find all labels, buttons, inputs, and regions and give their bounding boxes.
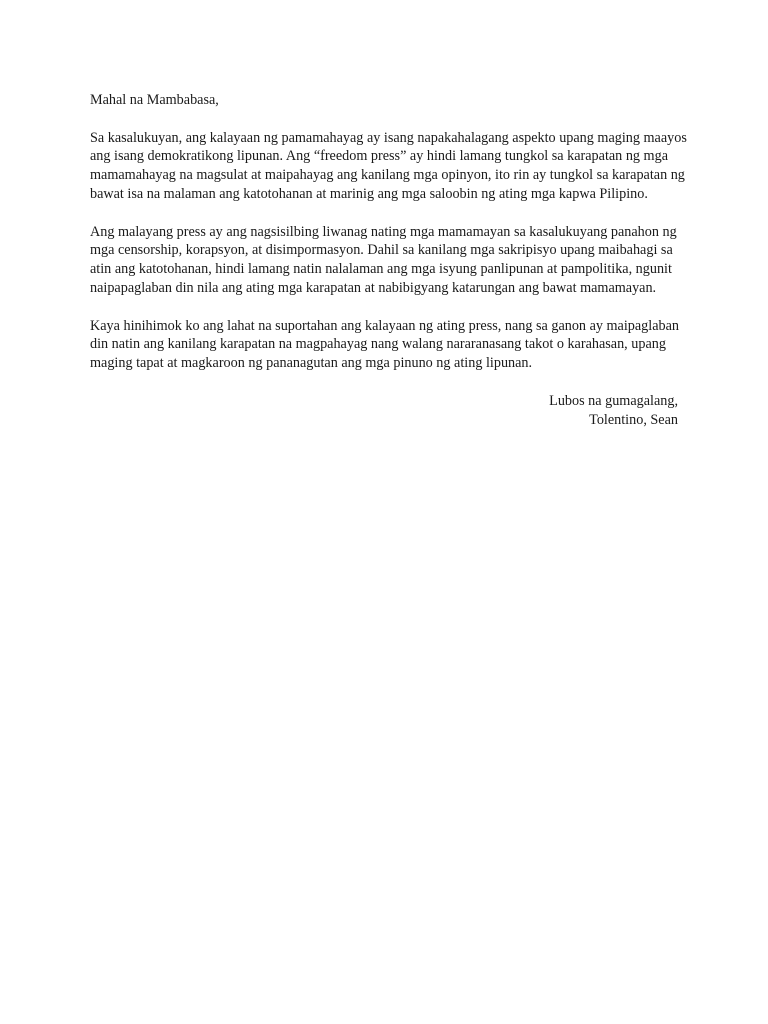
paragraph-line: Kaya hinihimok ko ang lahat na suportahan ang kalayaan ng ating press, nang sa ganon ay maipaglaban (90, 317, 679, 334)
paragraph-line: din natin ang kanilang karapatan na magpahayag nang walang nararanasang takot o karahasan, upang (90, 336, 666, 353)
letter-greeting: Mahal na Mambabasa, (90, 92, 219, 108)
letter-body (90, 91, 687, 429)
letter-closing-block (90, 392, 678, 430)
paragraph-line: mga censorship, korapsyon, at disimpormasyon. Dahil sa kanilang mga sakripisyo upang maibahagi sa (90, 242, 673, 259)
paragraph-1 (90, 129, 687, 204)
paragraph-line: naipapaglaban din nila ang ating mga karapatan at nabibigyang katarungan ang bawat mamamayan. (90, 279, 657, 296)
letter-signature: Tolentino, Sean (589, 411, 678, 428)
paragraph-line: atin ang katotohanan, hindi lamang natin nalalaman ang mga isyung panlipunan at pampolitika, ngunit (90, 261, 672, 278)
paragraph-2 (90, 223, 678, 298)
paragraph-line: mamamahayag na magsulat at maipahayag ang kanilang mga opinyon, ito rin ay tungkol sa karapatan ng (90, 167, 685, 184)
paragraph-line: ang isang demokratikong lipunan. Ang “freedom press” ay hindi lamang tungkol sa karapatan ng mga (90, 148, 668, 165)
letter-closing: Lubos na gumagalang, (549, 392, 678, 409)
paragraph-line: Ang malayang press ay ang nagsisilbing liwanag nating mga mamamayan sa kasalukuyang panahon ng (90, 223, 677, 240)
paragraph-3 (90, 317, 678, 373)
paragraph-line: bawat isa na malaman ang katotohanan at marinig ang mga saloobin ng ating mga kapwa Pilipino. (90, 185, 648, 202)
paragraph-line: maging tapat at magkaroon ng pananagutan ang mga pinuno ng ating lipunan. (90, 355, 533, 372)
paragraph-line: Sa kasalukuyan, ang kalayaan ng pamamahayag ay isang napakahalagang aspekto upang maging maayos (90, 129, 687, 146)
